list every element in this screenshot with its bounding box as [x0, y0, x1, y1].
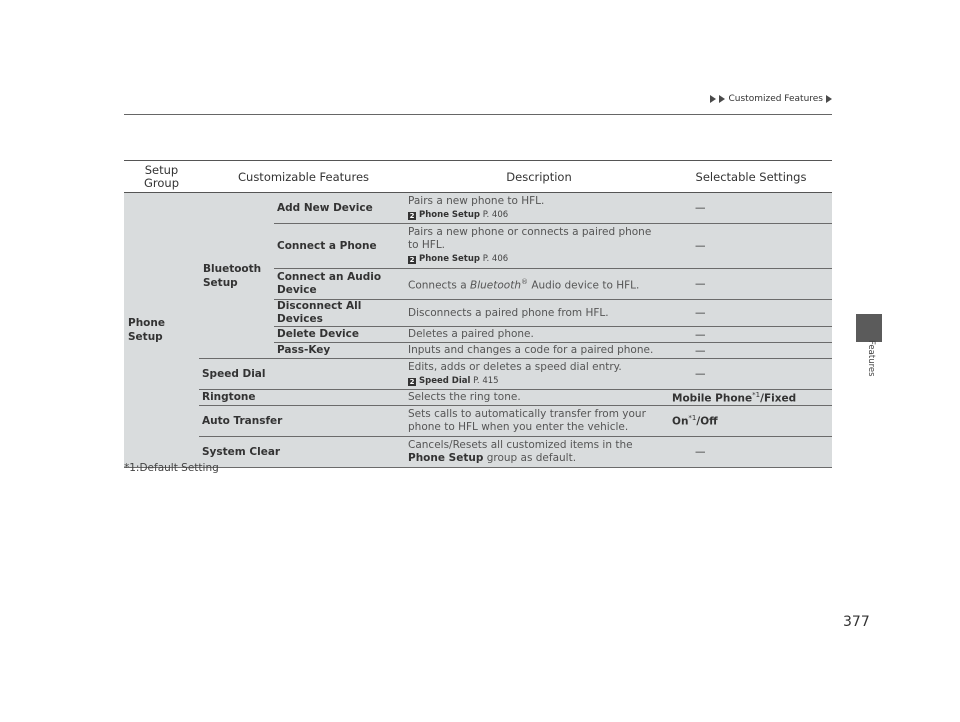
page-link-icon: 2 [409, 256, 415, 264]
table-row [124, 406, 832, 437]
chapter-label: Features [866, 340, 876, 377]
triangle-arrow-icon [710, 95, 716, 103]
header-setup-group: Setup Group [124, 161, 199, 193]
description-text: Pairs a new phone to HFL. [408, 194, 545, 207]
description-text: Audio device to HFL. [528, 279, 640, 292]
description-cell: Sets calls to automatically transfer from your phone to HFL when you enter the vehicle. [408, 406, 670, 437]
reference-name: Phone Setup [419, 254, 480, 264]
setting-value [670, 406, 832, 437]
header-customizable-features: Customizable Features [199, 161, 408, 193]
feature-connect-audio-device: Connect an Audio Device [274, 269, 408, 300]
feature-add-new-device: Add New Device [274, 193, 408, 224]
description-bold-text: Phone Setup [408, 452, 484, 464]
setting-value: — [670, 193, 832, 224]
triangle-arrow-icon [719, 95, 725, 103]
header-selectable-settings: Selectable Settings [670, 161, 832, 193]
page-number: 377 [843, 614, 870, 630]
description-cell [408, 193, 670, 224]
setting-value: — [670, 343, 832, 359]
subgroup-bluetooth-setup: Bluetooth Setup [199, 193, 274, 359]
other-option: /Off [696, 415, 718, 428]
description-cell: Disconnects a paired phone from HFL. [408, 300, 670, 327]
reference-name: Phone Setup [419, 209, 480, 220]
feature-delete-device: Delete Device [274, 327, 408, 343]
header-divider [124, 114, 832, 115]
bluetooth-brand-text: Bluetooth [470, 279, 521, 292]
feature-disconnect-all-devices: Disconnect All Devices [274, 300, 408, 327]
breadcrumb-label: Customized Features [728, 94, 823, 104]
description-cell: Inputs and changes a code for a paired phone. [408, 343, 670, 359]
default-option: On [672, 415, 689, 428]
reference-page: P. 415 [473, 375, 499, 386]
other-option: /Fixed [760, 392, 797, 405]
description-text: Connects a [408, 279, 471, 292]
page-link-icon: 2 [409, 377, 415, 386]
feature-speed-dial: Speed Dial [199, 359, 408, 390]
setting-value: — [670, 224, 832, 269]
table-header-row [124, 161, 832, 193]
setting-value: — [670, 300, 832, 327]
setting-value: — [670, 359, 832, 390]
feature-pass-key: Pass-Key [274, 343, 408, 359]
header-description: Description [408, 161, 670, 193]
description-cell: Deletes a paired phone. [408, 327, 670, 343]
feature-auto-transfer: Auto Transfer [199, 406, 408, 437]
description-cell [408, 437, 670, 468]
setting-value: — [670, 437, 832, 468]
feature-ringtone: Ringtone [199, 390, 408, 406]
footnote: *1:Default Setting [124, 462, 219, 474]
feature-system-clear: System Clear [199, 437, 408, 468]
feature-connect-a-phone: Connect a Phone [274, 224, 408, 269]
description-cell [408, 224, 670, 269]
description-cell [408, 359, 670, 390]
description-text: Cancels/Resets all customized items in the [408, 439, 633, 451]
registered-mark: ® [521, 277, 528, 286]
page-reference[interactable] [408, 209, 664, 222]
description-cell: Selects the ring tone. [408, 390, 670, 406]
footnote-marker: *1 [688, 414, 697, 423]
reference-page: P. 406 [482, 254, 509, 264]
reference-page: P. 406 [482, 209, 509, 220]
page-reference[interactable] [408, 375, 664, 388]
table-row [124, 437, 832, 468]
setting-value: — [670, 327, 832, 343]
footnote-marker: *1 [752, 390, 761, 399]
description-text: Pairs a new phone or connects a paired phone to HFL. [408, 226, 652, 251]
table-row [124, 359, 832, 390]
triangle-arrow-icon [826, 95, 832, 103]
setting-value [670, 390, 832, 406]
settings-table [124, 160, 832, 468]
page-reference[interactable] [408, 253, 664, 266]
chapter-tab[interactable] [856, 314, 882, 342]
description-text: Edits, adds or deletes a speed dial entry. [408, 360, 622, 373]
default-option: Mobile Phone [672, 392, 753, 405]
description-cell [408, 269, 670, 300]
page-link-icon: 2 [409, 211, 415, 220]
group-phone-setup: Phone Setup [124, 193, 199, 468]
table-row [124, 193, 832, 224]
setting-value: — [670, 269, 832, 300]
breadcrumb [710, 94, 832, 104]
description-text: group as default. [483, 452, 577, 464]
table-row [124, 390, 832, 406]
reference-name: Speed Dial [419, 375, 471, 386]
